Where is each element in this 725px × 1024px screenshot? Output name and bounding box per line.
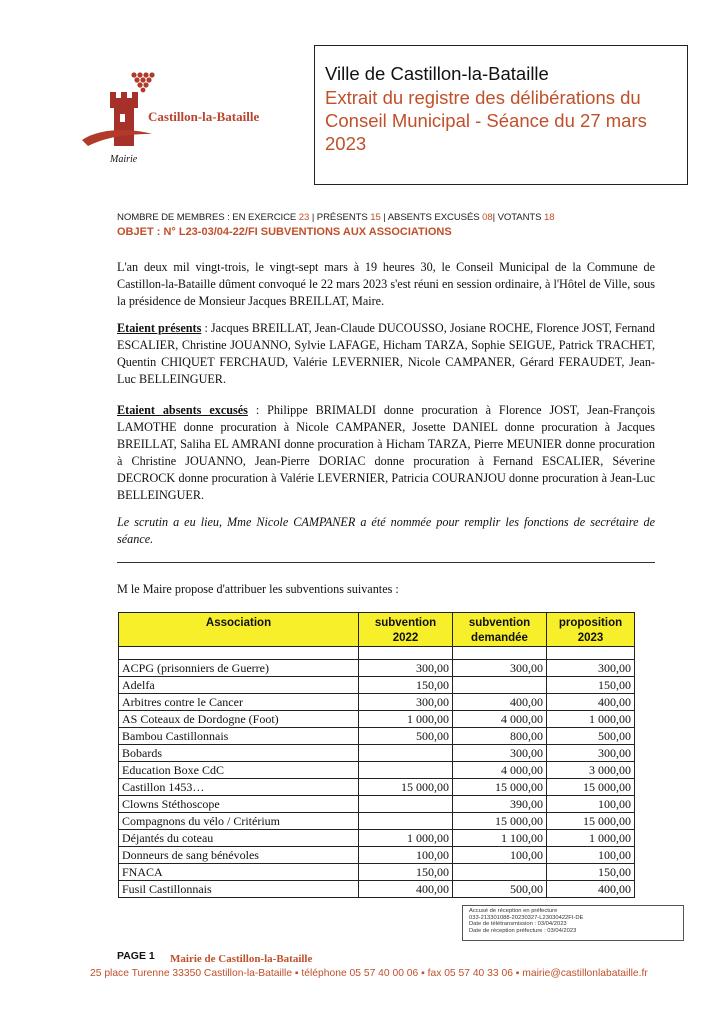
cell-association: Castillon 1453… xyxy=(119,779,359,796)
counts-absents-label: | ABSENTS EXCUSÉS xyxy=(380,212,483,223)
header-extrait-line: Extrait du registre des délibérations du xyxy=(325,87,641,108)
cell-subvention-demandee: 500,00 xyxy=(453,881,547,898)
count-exercice: 23 xyxy=(298,212,310,223)
cell-subvention-demandee: 15 000,00 xyxy=(453,779,547,796)
cell-subvention-demandee: 1 100,00 xyxy=(453,830,547,847)
cell-subvention-2022 xyxy=(359,762,453,779)
cell-subvention-2022: 150,00 xyxy=(359,864,453,881)
header-box xyxy=(314,45,688,185)
cell-proposition-2023: 100,00 xyxy=(547,796,635,813)
cell-subvention-2022 xyxy=(359,796,453,813)
counts-prefix: NOMBRE DE MEMBRES : EN EXERCICE xyxy=(117,212,299,223)
header-subvention-demandee: subvention demandée xyxy=(453,613,547,647)
cell-subvention-demandee: 390,00 xyxy=(453,796,547,813)
cell-subvention-2022: 400,00 xyxy=(359,881,453,898)
cell-proposition-2023: 500,00 xyxy=(547,728,635,745)
header-extrait xyxy=(325,86,675,155)
table-row xyxy=(119,796,635,813)
cell-association: Arbitres contre le Cancer xyxy=(119,694,359,711)
count-presents: 15 xyxy=(370,212,381,223)
cell-association: Bambou Castillonnais xyxy=(119,728,359,745)
header-extrait-line: Conseil Municipal - Séance du 27 mars xyxy=(325,110,647,131)
cell-subvention-demandee: 300,00 xyxy=(453,660,547,677)
cell-subvention-2022: 150,00 xyxy=(359,677,453,694)
table-row xyxy=(119,779,635,796)
cell-subvention-demandee: 4 000,00 xyxy=(453,711,547,728)
counts-votants-label: | VOTANTS xyxy=(492,212,545,223)
cell-proposition-2023: 150,00 xyxy=(547,864,635,881)
cell-association: Clowns Stéthoscope xyxy=(119,796,359,813)
table-header-row xyxy=(119,613,635,647)
count-votants: 18 xyxy=(544,212,555,223)
cell-association: ACPG (prisonniers de Guerre) xyxy=(119,660,359,677)
divider xyxy=(117,562,655,563)
table-row xyxy=(119,745,635,762)
cell-subvention-2022: 1 000,00 xyxy=(359,830,453,847)
stamp-line: Date de réception préfecture : 03/04/2023 xyxy=(469,927,577,934)
cell-association: FNACA xyxy=(119,864,359,881)
cell-subvention-demandee: 400,00 xyxy=(453,694,547,711)
cell-proposition-2023: 400,00 xyxy=(547,694,635,711)
member-counts xyxy=(117,212,555,223)
page-number: PAGE 1 xyxy=(117,950,155,962)
cell-association: Education Boxe CdC xyxy=(119,762,359,779)
absents-label: Etaient absents excusés xyxy=(117,403,248,417)
prefecture-stamp xyxy=(462,905,684,941)
cell-association: Adelfa xyxy=(119,677,359,694)
cell-subvention-demandee: 4 000,00 xyxy=(453,762,547,779)
cell-subvention-demandee: 800,00 xyxy=(453,728,547,745)
cell-proposition-2023: 15 000,00 xyxy=(547,779,635,796)
cell-proposition-2023: 400,00 xyxy=(547,881,635,898)
cell-subvention-demandee xyxy=(453,864,547,881)
cell-proposition-2023: 3 000,00 xyxy=(547,762,635,779)
stamp-line: Date de télétransmission : 03/04/2023 xyxy=(469,921,567,928)
cell-subvention-demandee: 15 000,00 xyxy=(453,813,547,830)
table-row xyxy=(119,711,635,728)
table-row xyxy=(119,694,635,711)
stamp-line: 033-213301088-20230327-L23030422FI-DE xyxy=(469,914,584,921)
cell-association: Donneurs de sang bénévoles xyxy=(119,847,359,864)
cell-subvention-2022: 100,00 xyxy=(359,847,453,864)
footer-mairie: Mairie de Castillon-la-Bataille xyxy=(170,953,313,965)
counts-presents-label: | PRÉSENTS xyxy=(309,212,371,223)
cell-subvention-2022 xyxy=(359,813,453,830)
table-row-blank xyxy=(119,647,635,660)
table-body xyxy=(119,647,635,898)
cell-association: Bobards xyxy=(119,745,359,762)
header-extrait-line: 2023 xyxy=(325,133,367,154)
intro-paragraph: L'an deux mil vingt-trois, le vingt-sept mars à 19 heures 30, le Conseil Municipal de la Commune de Castillon-la-Bataille dûment convoqué le 22 mars 2023 s'est réuni en session ordinaire, à l'Hôtel de Ville, sous la présidence de Monsieur Jacques BREILLAT, Maire. xyxy=(117,260,655,308)
absents-paragraph xyxy=(117,402,655,504)
logo-subtitle: Mairie xyxy=(110,154,138,165)
cell-subvention-2022 xyxy=(359,745,453,762)
scrutin-paragraph: Le scrutin a eu lieu, Mme Nicole CAMPANER a été nommée pour remplir les fonctions de secrétaire de séance. xyxy=(117,515,655,546)
header-subvention-2022: subvention 2022 xyxy=(359,613,453,647)
cell-proposition-2023: 300,00 xyxy=(547,745,635,762)
header-proposition-2023: proposition 2023 xyxy=(547,613,635,647)
cell-proposition-2023: 100,00 xyxy=(547,847,635,864)
cell-subvention-demandee xyxy=(453,677,547,694)
table-row xyxy=(119,881,635,898)
footer-address: 25 place Turenne 33350 Castillon-la-Bataille ▪ téléphone 05 57 40 00 06 ▪ fax 05 57 40 33 06 ▪ mairie@castillonlabataille.fr xyxy=(90,968,648,979)
cell-association: AS Coteaux de Dordogne (Foot) xyxy=(119,711,359,728)
cell-subvention-2022: 300,00 xyxy=(359,694,453,711)
cell-subvention-2022: 15 000,00 xyxy=(359,779,453,796)
cell-subvention-2022: 500,00 xyxy=(359,728,453,745)
cell-proposition-2023: 15 000,00 xyxy=(547,813,635,830)
cell-proposition-2023: 150,00 xyxy=(547,677,635,694)
propose-text: M le Maire propose d'attribuer les subventions suivantes : xyxy=(117,582,399,596)
cell-association: Compagnons du vélo / Critérium xyxy=(119,813,359,830)
logo-name: Castillon-la-Bataille xyxy=(148,109,260,124)
table-row xyxy=(119,813,635,830)
table-row xyxy=(119,830,635,847)
table-row xyxy=(119,762,635,779)
cell-association: Fusil Castillonnais xyxy=(119,881,359,898)
cell-proposition-2023: 1 000,00 xyxy=(547,711,635,728)
cell-subvention-demandee: 100,00 xyxy=(453,847,547,864)
objet: OBJET : N° L23-03/04-22/FI SUBVENTIONS AUX ASSOCIATIONS xyxy=(117,226,452,238)
header-ville: Ville de Castillon-la-Bataille xyxy=(325,63,549,84)
cell-proposition-2023: 1 000,00 xyxy=(547,830,635,847)
cell-subvention-2022: 1 000,00 xyxy=(359,711,453,728)
cell-subvention-demandee: 300,00 xyxy=(453,745,547,762)
count-absents: 08 xyxy=(482,212,493,223)
presents-paragraph xyxy=(117,320,655,388)
cell-proposition-2023: 300,00 xyxy=(547,660,635,677)
cell-subvention-2022: 300,00 xyxy=(359,660,453,677)
header-association: Association xyxy=(119,613,359,647)
table-row xyxy=(119,677,635,694)
table-row xyxy=(119,864,635,881)
table-row xyxy=(119,728,635,745)
stamp-line: Accusé de réception en préfecture xyxy=(469,908,558,914)
cell-association: Déjantés du coteau xyxy=(119,830,359,847)
table-row xyxy=(119,660,635,677)
absents-text: : Philippe BRIMALDI donne procuration à Florence JOST, Jean-François LAMOTHE donne procuration à Nicole CAMPANER, Josette DANIEL donne procuration à Jacques BREILLAT, Saliha EL AMRANI donne procuration à Hicham TARZA, Pierre MEUNIER donne procuration à Christine JOUANNO, Jean-Pierre DORIAC donne procuration à Fernand ESCALIER, Séverine DECROCK donne procuration à Valérie LEVERNIER, Patricia COURANJOU donne procuration à Jean-Luc BELLEINGUER. xyxy=(117,403,655,502)
presents-text: : Jacques BREILLAT, Jean-Claude DUCOUSSO, Josiane ROCHE, Florence JOST, Fernand ESCALIER, Christine JOUANNO, Sylvie LAFAGE, Hicham TARZA, Sophie SEIGUE, Patrick TRACHET, Quentin CHIQUET FERCHAUD, Valérie LEVERNIER, Nicole CAMPANER, Gérard FERAUDET, Jean-Luc BELLEINGUER. xyxy=(117,321,655,386)
presents-label: Etaient présents xyxy=(117,321,202,335)
table-row xyxy=(119,847,635,864)
subventions-table xyxy=(118,612,635,898)
